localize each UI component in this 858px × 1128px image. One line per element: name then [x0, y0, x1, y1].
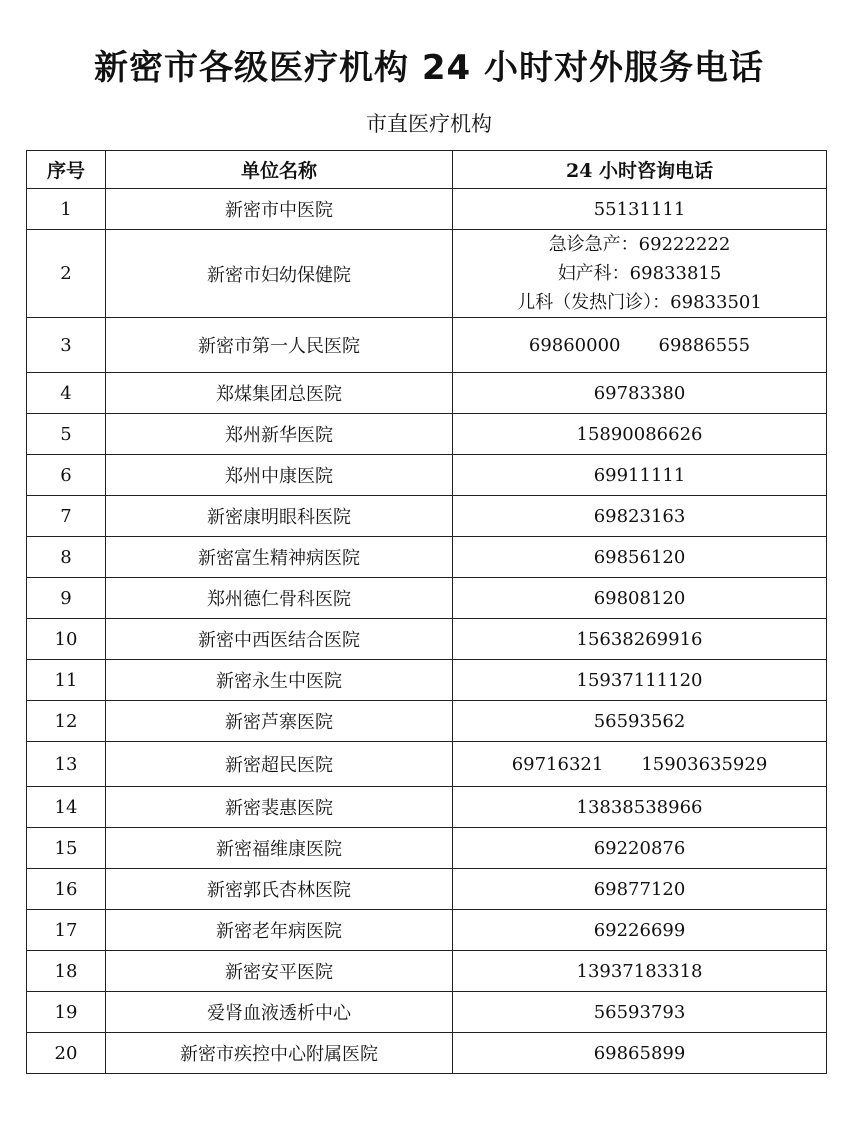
row-phone-cell	[453, 230, 827, 318]
phone-number: 69823163	[593, 505, 686, 527]
phone-number: 69808120	[593, 587, 686, 609]
row-unit-name: 郑煤集团总医院	[106, 373, 453, 414]
phone-number: 15638269916	[576, 628, 703, 650]
phone-number: 15903635929	[641, 753, 768, 775]
row-serial-number: 10	[27, 619, 106, 660]
page-title: 新密市各级医疗机构 24 小时对外服务电话	[94, 48, 764, 88]
row-serial-number: 6	[27, 455, 106, 496]
row-phone-cell	[453, 660, 827, 701]
table-row	[27, 951, 827, 992]
row-unit-name: 新密市中医院	[106, 189, 453, 230]
phone-number: 急诊急产：69222222	[548, 234, 731, 255]
row-unit-name: 新密市第一人民医院	[106, 318, 453, 373]
phone-number: 56593793	[593, 1001, 686, 1023]
phone-group	[594, 920, 686, 941]
header-24h-phone: 24 小时咨询电话	[453, 151, 827, 189]
row-serial-number: 8	[27, 537, 106, 578]
row-unit-name: 新密芦寨医院	[106, 701, 453, 742]
row-serial-number: 9	[27, 578, 106, 619]
phone-group	[594, 879, 686, 900]
row-serial-number: 16	[27, 869, 106, 910]
row-unit-name: 新密永生中医院	[106, 660, 453, 701]
phone-number: 69860000	[528, 334, 621, 356]
table-row	[27, 373, 827, 414]
phone-group	[512, 754, 768, 775]
row-phone-cell	[453, 578, 827, 619]
table-header-row	[27, 151, 827, 189]
phone-group	[594, 547, 686, 568]
row-unit-name: 新密超民医院	[106, 742, 453, 787]
phone-group	[594, 506, 686, 527]
row-phone-cell	[453, 496, 827, 537]
section-subtitle: 市直医疗机构	[366, 112, 492, 136]
phone-number: 69911111	[593, 464, 686, 486]
phone-number: 69220876	[593, 837, 686, 859]
phone-group	[594, 711, 686, 732]
row-phone-cell	[453, 619, 827, 660]
phone-number: 55131111	[593, 198, 686, 220]
row-serial-number: 20	[27, 1033, 106, 1074]
phone-group	[529, 335, 750, 356]
phone-group	[594, 199, 686, 220]
hospital-phone-table	[26, 150, 827, 1074]
row-serial-number: 19	[27, 992, 106, 1033]
phone-group	[577, 629, 703, 650]
row-phone-cell	[453, 910, 827, 951]
row-serial-number: 1	[27, 189, 106, 230]
row-phone-cell	[453, 828, 827, 869]
row-phone-cell	[453, 414, 827, 455]
row-unit-name: 新密福维康医院	[106, 828, 453, 869]
phone-group	[594, 588, 686, 609]
row-serial-number: 18	[27, 951, 106, 992]
row-serial-number: 15	[27, 828, 106, 869]
phone-number: 69877120	[593, 878, 686, 900]
phone-number: 69856120	[593, 546, 686, 568]
phone-number: 儿科（发热门诊）：69833501	[517, 292, 762, 313]
phone-group	[594, 1002, 686, 1023]
row-serial-number: 13	[27, 742, 106, 787]
table-row	[27, 318, 827, 373]
row-phone-cell	[453, 373, 827, 414]
phone-number: 69865899	[593, 1042, 686, 1064]
phone-group	[594, 838, 686, 859]
row-phone-cell	[453, 189, 827, 230]
table-row	[27, 828, 827, 869]
row-phone-cell	[453, 701, 827, 742]
row-phone-cell	[453, 1033, 827, 1074]
header-serial-number: 序号	[27, 151, 106, 189]
row-serial-number: 7	[27, 496, 106, 537]
phone-group	[577, 424, 703, 445]
row-serial-number: 17	[27, 910, 106, 951]
phone-group	[577, 670, 703, 691]
row-serial-number: 14	[27, 787, 106, 828]
row-unit-name: 郑州新华医院	[106, 414, 453, 455]
row-unit-name: 新密安平医院	[106, 951, 453, 992]
phone-number: 69226699	[593, 919, 686, 941]
table-row	[27, 537, 827, 578]
table-body	[27, 189, 827, 1074]
phone-number: 妇产科：69833815	[557, 263, 722, 284]
row-serial-number: 3	[27, 318, 106, 373]
row-serial-number: 2	[27, 230, 106, 318]
table-row	[27, 742, 827, 787]
phone-number: 15937111120	[576, 669, 703, 691]
row-unit-name: 新密富生精神病医院	[106, 537, 453, 578]
row-phone-cell	[453, 455, 827, 496]
row-unit-name: 新密裴惠医院	[106, 787, 453, 828]
table-row	[27, 787, 827, 828]
phone-number: 69783380	[593, 382, 686, 404]
table-row	[27, 414, 827, 455]
phone-group	[577, 797, 703, 818]
row-unit-name: 新密郭氏杏林医院	[106, 869, 453, 910]
table-row	[27, 619, 827, 660]
row-unit-name: 新密市疾控中心附属医院	[106, 1033, 453, 1074]
row-unit-name: 爱肾血液透析中心	[106, 992, 453, 1033]
table-row	[27, 1033, 827, 1074]
row-phone-cell	[453, 537, 827, 578]
phone-group	[577, 961, 703, 982]
row-unit-name: 新密康明眼科医院	[106, 496, 453, 537]
row-serial-number: 5	[27, 414, 106, 455]
table-row	[27, 189, 827, 230]
row-serial-number: 12	[27, 701, 106, 742]
phone-number: 69886555	[658, 334, 751, 356]
table-row	[27, 660, 827, 701]
table-row	[27, 701, 827, 742]
row-serial-number: 4	[27, 373, 106, 414]
row-phone-cell	[453, 742, 827, 787]
row-phone-cell	[453, 787, 827, 828]
header-unit-name: 单位名称	[106, 151, 453, 189]
row-unit-name: 郑州德仁骨科医院	[106, 578, 453, 619]
phone-group	[594, 1043, 686, 1064]
row-phone-cell	[453, 869, 827, 910]
phone-number: 13838538966	[576, 796, 703, 818]
row-phone-cell	[453, 992, 827, 1033]
phone-number: 56593562	[593, 710, 686, 732]
row-unit-name: 新密中西医结合医院	[106, 619, 453, 660]
phone-group	[594, 465, 686, 486]
table-row	[27, 910, 827, 951]
table-row	[27, 455, 827, 496]
phone-number: 13937183318	[576, 960, 703, 982]
row-unit-name: 新密老年病医院	[106, 910, 453, 951]
phone-group	[594, 383, 686, 404]
phone-number: 69716321	[511, 753, 604, 775]
table-row	[27, 992, 827, 1033]
row-serial-number: 11	[27, 660, 106, 701]
row-phone-cell	[453, 951, 827, 992]
row-unit-name: 郑州中康医院	[106, 455, 453, 496]
phone-number: 15890086626	[576, 423, 703, 445]
row-unit-name: 新密市妇幼保健院	[106, 230, 453, 318]
table-row	[27, 230, 827, 318]
row-phone-cell	[453, 318, 827, 373]
table-row	[27, 496, 827, 537]
table-row	[27, 869, 827, 910]
table-row	[27, 578, 827, 619]
